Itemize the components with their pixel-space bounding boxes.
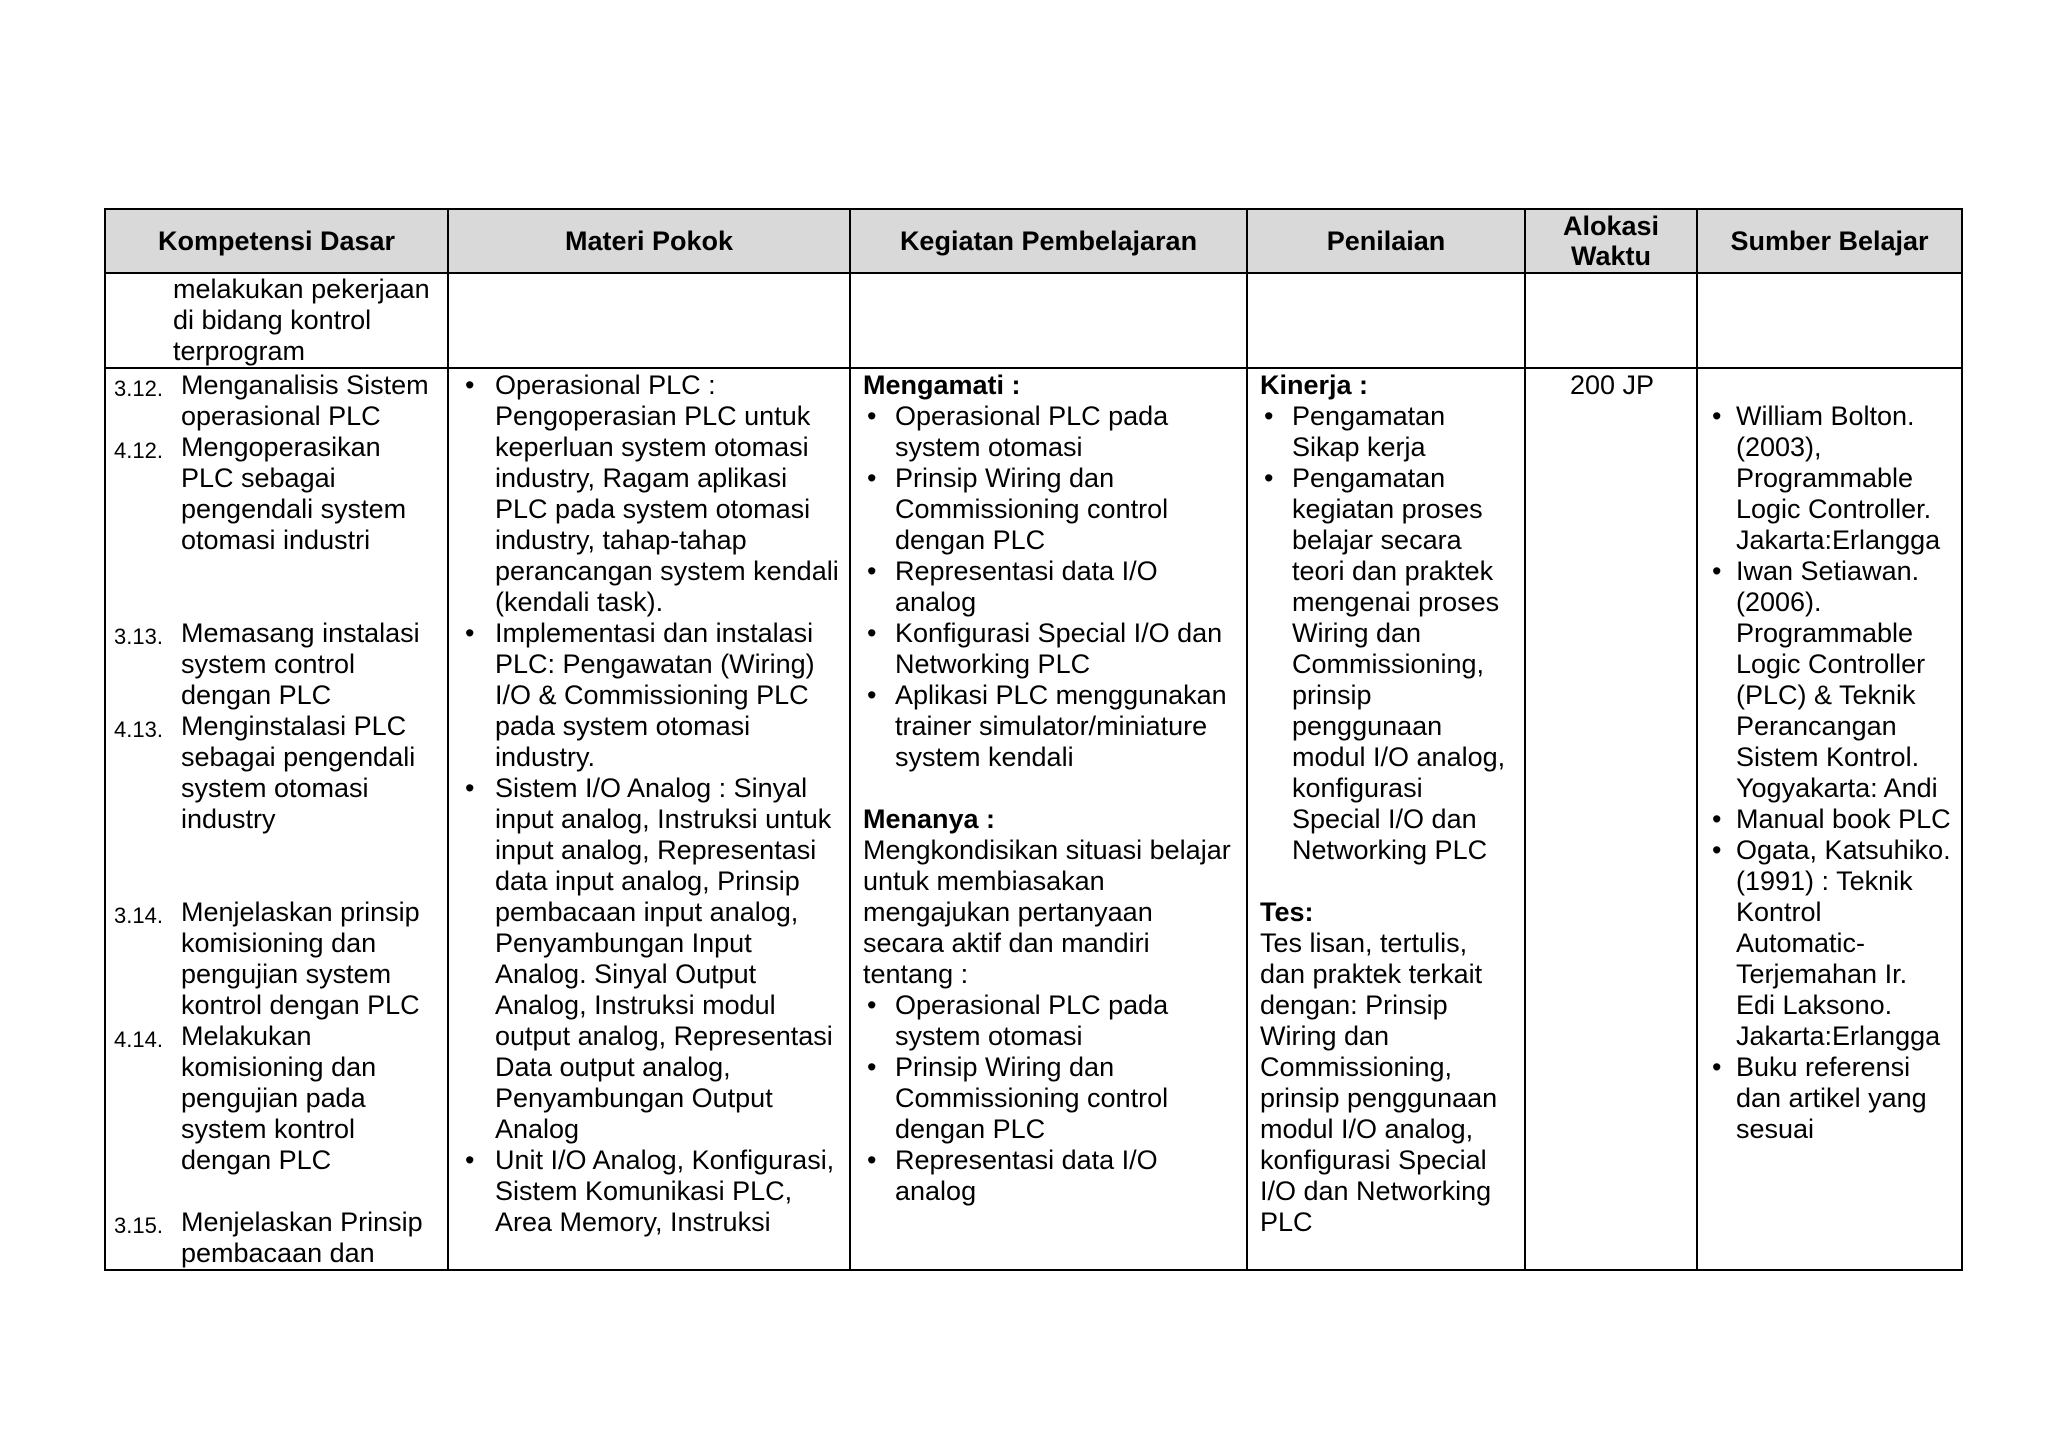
- kd-text-line: Memasang instalasi: [181, 618, 420, 648]
- continuation-empty-cell: [1697, 273, 1962, 368]
- mengamati-item: • Prinsip Wiring dan Commissioning control dengan PLC: [863, 463, 1236, 556]
- table-row-main: [105, 368, 1962, 1270]
- kd-text-line: dengan PLC: [181, 1145, 332, 1175]
- alokasi-value: 200 JP: [1569, 370, 1655, 400]
- menanya-item: • Operasional PLC pada system otomasi: [863, 990, 1236, 1052]
- continuation-line: di bidang kontrol: [173, 305, 372, 335]
- kd-text-line: komisioning dan: [181, 1052, 377, 1082]
- kd-text-line: Menjelaskan Prinsip: [181, 1207, 423, 1237]
- kd-number: 3.15.: [114, 1213, 163, 1238]
- sumber-item: • Buku referensi dan artikel yang sesuai: [1710, 1052, 1953, 1145]
- kd-item-4-12: [114, 432, 441, 556]
- kinerja-item: • Pengamatan Sikap kerja: [1260, 401, 1514, 463]
- kinerja-item: • Pengamatan kegiatan proses belajar secara teori dan praktek mengenai proses Wiring dan Commissioning, prinsip penggunaan modul I/O analog, konfigurasi Special I/O dan Networking PLC: [1260, 463, 1514, 866]
- header-materi-pokok: Materi Pokok: [448, 209, 850, 273]
- continuation-empty-cell: [1247, 273, 1525, 368]
- sumber-belajar-cell: [1697, 368, 1962, 1270]
- materi-item: • Sistem I/O Analog : Sinyal input analog, Instruksi untuk input analog, Representasi data input analog, Prinsip pembacaan input analog, Penyambungan Input Analog. Sinyal Output Analog, Instruksi modul output analog, Representasi Data output analog, Penyambungan Output Analog: [461, 773, 839, 1145]
- kd-number: 3.14.: [114, 903, 163, 928]
- kd-text-line: Mengoperasikan: [181, 432, 381, 462]
- continuation-empty-cell: [448, 273, 850, 368]
- continuation-empty-cell: [850, 273, 1247, 368]
- kd-number: 4.12.: [114, 438, 163, 463]
- menanya-item: • Representasi data I/O analog: [863, 1145, 1236, 1207]
- silabus-table: [104, 208, 1963, 1271]
- kd-text-line: Menjelaskan prinsip: [181, 897, 420, 927]
- menanya-item: • Prinsip Wiring dan Commissioning control dengan PLC: [863, 1052, 1236, 1145]
- header-kompetensi-dasar: Kompetensi Dasar: [105, 209, 448, 273]
- kd-text-line: operasional PLC: [181, 401, 381, 431]
- kd-text-line: system control: [181, 649, 356, 679]
- kinerja-list: [1260, 401, 1514, 866]
- kd-item-4-13: [114, 711, 441, 835]
- continuation-line: melakukan pekerjaan: [173, 274, 430, 304]
- mengamati-list: [863, 401, 1236, 773]
- kd-text-line: kontrol dengan PLC: [181, 990, 420, 1020]
- kd-text-line: Menganalisis Sistem: [181, 370, 429, 400]
- menanya-list: [863, 990, 1236, 1207]
- materi-item: • Implementasi dan instalasi PLC: Pengawatan (Wiring) I/O & Commissioning PLC pada system otomasi industry.: [461, 618, 839, 773]
- kd-item-3-13: [114, 618, 441, 711]
- materi-pokok-cell: [448, 368, 850, 1270]
- kd-text-line: pengujian pada: [181, 1083, 366, 1113]
- mengamati-title: Mengamati :: [863, 370, 1021, 400]
- kegiatan-pembelajaran-cell: [850, 368, 1247, 1270]
- kd-number: 3.13.: [114, 624, 163, 649]
- kd-number: 3.12.: [114, 376, 163, 401]
- kd-text-line: system kontrol: [181, 1114, 356, 1144]
- kd-text-line: system otomasi: [181, 773, 369, 803]
- kd-text-line: otomasi industri: [181, 525, 371, 555]
- tes-text: Tes lisan, tertulis, dan praktek terkait dengan: Prinsip Wiring dan Commissioning, prinsip penggunaan modul I/O analog, konfigurasi Special I/O dan Networking PLC: [1260, 928, 1498, 1237]
- tes-title: Tes:: [1260, 897, 1314, 927]
- materi-item: • Operasional PLC : Pengoperasian PLC untuk keperluan system otomasi industry, Ragam aplikasi PLC pada system otomasi industry, tahap-tahap perancangan system kendali (kendali task).: [461, 370, 839, 618]
- kd-text-line: dengan PLC: [181, 680, 332, 710]
- mengamati-item: • Aplikasi PLC menggunakan trainer simulator/miniature system kendali: [863, 680, 1236, 773]
- table-row-continuation: [105, 273, 1962, 368]
- kd-text-line: industry: [181, 804, 276, 834]
- kd-item-3-14: [114, 897, 441, 1021]
- sumber-item: • William Bolton. (2003), Programmable Logic Controller. Jakarta:Erlangga: [1710, 401, 1953, 556]
- header-kegiatan-pembelajaran: Kegiatan Pembelajaran: [850, 209, 1247, 273]
- mengamati-item: • Konfigurasi Special I/O dan Networking PLC: [863, 618, 1236, 680]
- kd-item-4-14: [114, 1021, 441, 1176]
- sumber-item: • Iwan Setiawan.(2006). Programmable Logic Controller (PLC) & Teknik Perancangan Sistem Kontrol. Yogyakarta: Andi: [1710, 556, 1953, 804]
- kd-text-line: Menginstalasi PLC: [181, 711, 407, 741]
- sumber-item: • Ogata, Katsuhiko. (1991) : Teknik Kontrol Automatic- Terjemahan Ir. Edi Laksono. Jakarta:Erlangga: [1710, 835, 1953, 1052]
- alokasi-waktu-cell: [1525, 368, 1697, 1270]
- menanya-title: Menanya :: [863, 804, 996, 834]
- sumber-list: [1710, 401, 1953, 1145]
- continuation-kd-cell: [105, 273, 448, 368]
- kinerja-title: Kinerja :: [1260, 370, 1369, 400]
- header-alokasi-line-2: Waktu: [1571, 241, 1651, 271]
- materi-list: [461, 370, 839, 1238]
- kd-text-line: pembacaan dan: [181, 1238, 375, 1268]
- kd-text-line: pengujian system: [181, 959, 392, 989]
- kd-text-line: pengendali system: [181, 494, 407, 524]
- kd-text-line: Melakukan: [181, 1021, 312, 1051]
- header-alokasi-line-1: Alokasi: [1562, 211, 1660, 241]
- header-row: [105, 209, 1962, 273]
- menanya-text: Mengkondisikan situasi belajar untuk membiasakan mengajukan pertanyaan secara aktif dan mandiri tentang :: [863, 835, 1231, 989]
- mengamati-item: • Representasi data I/O analog: [863, 556, 1236, 618]
- kd-text-line: sebagai pengendali: [181, 742, 416, 772]
- kd-item-3-12: [114, 370, 441, 432]
- kd-text-line: PLC sebagai: [181, 463, 336, 493]
- kd-item-3-15: [114, 1207, 441, 1269]
- sumber-item: • Manual book PLC: [1710, 804, 1953, 835]
- continuation-line: terprogram: [173, 336, 306, 366]
- kd-text-line: komisioning dan: [181, 928, 377, 958]
- header-alokasi-waktu: [1525, 209, 1697, 273]
- kompetensi-dasar-cell: [105, 368, 448, 1270]
- penilaian-cell: [1247, 368, 1525, 1270]
- kd-number: 4.13.: [114, 717, 163, 742]
- mengamati-item: • Operasional PLC pada system otomasi: [863, 401, 1236, 463]
- header-penilaian: Penilaian: [1247, 209, 1525, 273]
- kd-number: 4.14.: [114, 1027, 163, 1052]
- continuation-empty-cell: [1525, 273, 1697, 368]
- header-sumber-belajar: Sumber Belajar: [1697, 209, 1962, 273]
- materi-item: • Unit I/O Analog, Konfigurasi, Sistem Komunikasi PLC, Area Memory, Instruksi: [461, 1145, 839, 1238]
